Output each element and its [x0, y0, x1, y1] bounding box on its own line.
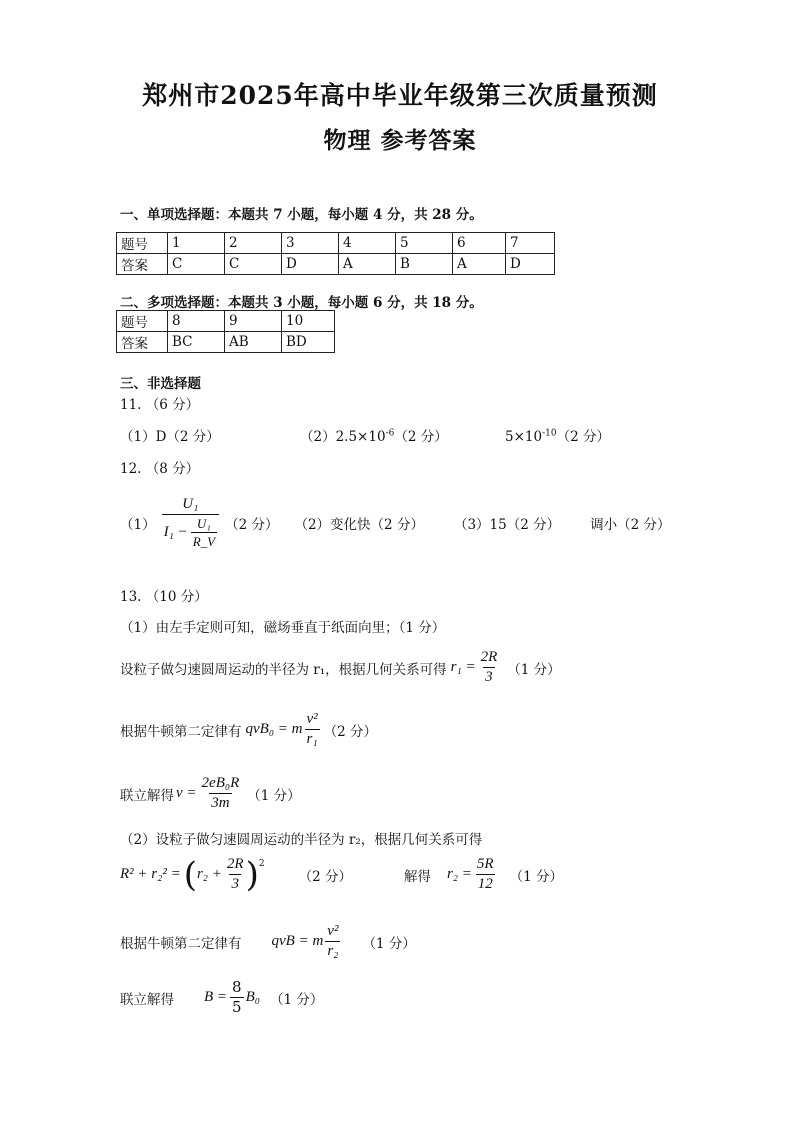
question-number: 3 [282, 233, 339, 254]
q12-answer-1-score: （2 分） [225, 516, 279, 533]
answer-cell: BD [282, 332, 335, 353]
answer-cell: C [225, 254, 282, 275]
inner-numerator: U₁ [196, 516, 211, 531]
field-result-score: （1 分） [269, 991, 324, 1008]
question-number: 9 [225, 311, 282, 332]
geometry-lhs: R² + r₂² = [120, 866, 181, 882]
q11-answer-3 [505, 425, 610, 445]
q11-answer-3-base: 5×10 [505, 429, 543, 445]
velocity-lhs: v = [176, 785, 197, 801]
page-subtitle: 物理 参考答案 [323, 127, 477, 154]
q11-answer-3-score: （2 分） [556, 429, 610, 445]
solve-label: 解得 [403, 868, 431, 885]
q11-header: 11. （6 分） [120, 397, 200, 413]
formula-denominator-left: I₁ − [163, 524, 188, 540]
right-parenthesis: ) [245, 854, 259, 895]
newton-law-2-numerator: v² [327, 923, 339, 939]
q11-answer-2 [300, 425, 448, 445]
section-heading-single-choice: 一、单项选择题：本题共 7 小题，每小题 4 分，共 28 分。 [120, 207, 483, 223]
answer-cell: C [168, 254, 225, 275]
formula-denominator [162, 514, 219, 548]
r1-numerator: 2R [480, 649, 498, 665]
row-label-number: 题号 [117, 233, 168, 254]
newton-law-1-text: 根据牛顿第二定律有 [120, 723, 242, 740]
section-heading-non-choice: 三、非选择题 [120, 376, 201, 392]
q13-header: 13. （10 分） [120, 589, 208, 605]
field-result-text: 联立解得 [120, 991, 174, 1008]
q11-answer-2-score: （2 分） [394, 429, 448, 445]
newton-law-2-score: （1 分） [362, 935, 416, 952]
geometry-denominator: 3 [231, 876, 239, 892]
q12-answer-2: （2）变化快（2 分） [294, 516, 424, 533]
page-title: 郑州市2025年高中毕业年级第三次质量预测 [142, 81, 658, 110]
field-result-numerator: 8 [232, 978, 242, 996]
q13-radius-r1-text: 设粒子做匀速圆周运动的半径为 r₁，根据几何关系可得 [120, 661, 447, 678]
row-label-answer: 答案 [117, 254, 168, 275]
q13-newton-law-2-line [120, 924, 416, 959]
q12-answer-3: （3）15（2 分） [453, 516, 561, 533]
geometry-fraction [225, 857, 246, 892]
q11-answer-2-base: （2）2.5×10 [300, 429, 386, 445]
velocity-denominator: 3m [211, 795, 230, 811]
newton-law-2-denominator: r₂ [327, 943, 339, 959]
question-number: 2 [225, 233, 282, 254]
q12-answer-row [120, 497, 671, 548]
r1-denominator: 3 [485, 669, 493, 685]
answer-cell: A [453, 254, 506, 275]
single-choice-answer-table [116, 232, 555, 275]
r2-lhs: r₂ = [446, 866, 472, 882]
field-result-rhs: B₀ [245, 989, 260, 1005]
velocity-numerator: 2eB₀R [201, 775, 240, 791]
q13-field-result-line [120, 980, 323, 1015]
question-number: 10 [282, 311, 335, 332]
answer-cell: D [506, 254, 555, 275]
row-label-answer: 答案 [117, 332, 168, 353]
q11-answer-2-exponent: -6 [385, 428, 395, 439]
answer-cell: AB [225, 332, 282, 353]
velocity-score: （1 分） [247, 787, 301, 804]
newton-law-2-lhs: qvB = m [271, 933, 324, 949]
r1-fraction [479, 650, 500, 685]
field-result-denominator: 5 [232, 998, 242, 1016]
table-row-answers [117, 332, 335, 353]
geometry-inner-left: r₂ + [196, 866, 222, 882]
r2-numerator: 5R [476, 856, 494, 872]
newton-law-1-numerator: v² [306, 711, 318, 727]
question-number: 1 [168, 233, 225, 254]
answer-cell: A [339, 254, 396, 275]
geometry-score: （2 分） [298, 868, 352, 885]
q13-geometry-equation-line [120, 854, 563, 895]
newton-law-1-score: （2 分） [323, 723, 378, 740]
formula-inner-fraction [191, 517, 217, 548]
q11-answer-1: （1）D（2 分） [120, 429, 220, 445]
velocity-text: 联立解得 [120, 787, 174, 804]
table-row-numbers [117, 311, 335, 332]
velocity-fraction [200, 776, 242, 811]
row-label-number: 题号 [117, 311, 168, 332]
table-row-numbers [117, 233, 555, 254]
question-number: 4 [339, 233, 396, 254]
q12-answer-1-label: （1） [120, 516, 156, 533]
answer-cell: BC [168, 332, 225, 353]
newton-law-1-fraction [305, 712, 320, 747]
q12-answer-4: 调小（2 分） [590, 516, 671, 533]
q13-velocity-line [120, 776, 301, 811]
q11-answer-3-exponent: -10 [542, 428, 557, 439]
geometry-numerator: 2R [226, 856, 244, 872]
q12-header: 12. （8 分） [120, 461, 200, 477]
q13-newton-law-1-line [120, 712, 377, 747]
multi-choice-answer-table [116, 310, 335, 353]
newton-law-2-text: 根据牛顿第二定律有 [120, 935, 242, 952]
field-result-lhs: B = [204, 989, 228, 1005]
section-heading-multi-choice: 二、多项选择题：本题共 3 小题，每小题 6 分，共 18 分。 [120, 295, 483, 311]
r1-score: （1 分） [507, 661, 561, 678]
question-number: 5 [396, 233, 453, 254]
q12-resistance-formula [162, 497, 219, 548]
q13-radius-r1-line [120, 650, 561, 685]
newton-law-1-lhs: qvB₀ = m [245, 721, 303, 737]
newton-law-2-fraction [325, 924, 340, 959]
answer-cell: D [282, 254, 339, 275]
question-number: 6 [453, 233, 506, 254]
r2-score: （1 分） [509, 868, 563, 885]
inner-denominator: R_V [192, 534, 216, 549]
answer-cell: B [396, 254, 453, 275]
question-number: 8 [168, 311, 225, 332]
field-result-fraction [230, 980, 244, 1015]
formula-numerator: U₁ [182, 496, 199, 512]
q13-part2-statement: （2）设粒子做匀速圆周运动的半径为 r₂，根据几何关系可得 [120, 832, 483, 848]
r1-lhs: r₁ = [450, 659, 476, 675]
question-number: 7 [506, 233, 555, 254]
table-row-answers [117, 254, 555, 275]
q13-part1-statement: （1）由左手定则可知，磁场垂直于纸面向里；（1 分） [120, 620, 446, 636]
r2-fraction [475, 857, 496, 892]
r2-denominator: 12 [477, 876, 493, 892]
left-parenthesis: ( [183, 854, 197, 895]
geometry-exponent: 2 [258, 859, 265, 869]
newton-law-1-denominator: r₁ [306, 731, 318, 747]
